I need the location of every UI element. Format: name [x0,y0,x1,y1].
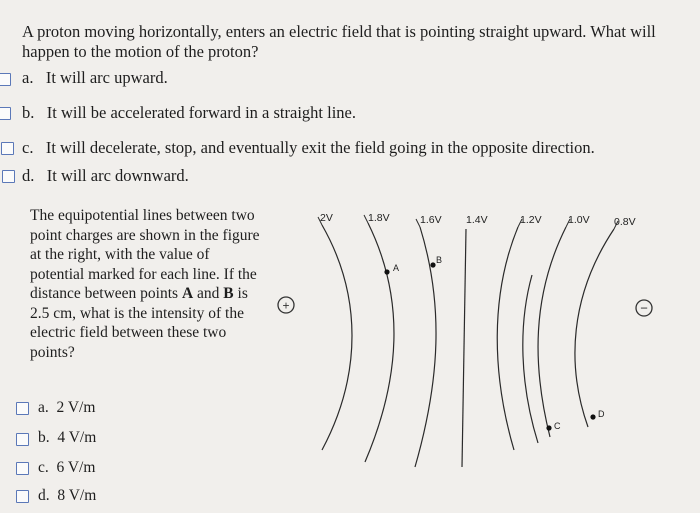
option-letter: b. [22,103,35,122]
svg-text:B: B [436,255,443,265]
label-1-6v: 1.6V [420,214,442,226]
option-text: It will arc upward. [45,68,168,87]
question-2-text: The equipotential lines between two point charges are shown in the figure at the right, with the value of potential marked for each line. If the distance between points A and B is 2.5 cm, what is the intensity of the electric field between these two points? [30,207,260,361]
label-1-8v: 1.8V [368,212,390,224]
point-a [384,263,399,275]
option-d-checkbox[interactable] [2,170,15,183]
line-1-2v-inner [523,275,538,443]
equipotential-figure [270,205,695,505]
q1-option-c[interactable] [22,138,595,158]
q1-option-d[interactable] [22,166,189,186]
svg-text:D: D [598,409,605,419]
q2-option-d[interactable]: d. 8 V/m [38,487,97,504]
line-1-2v [497,227,518,450]
point-a-ref: A [181,285,194,302]
option-text: It will arc downward. [46,166,189,185]
line-1-0v [538,227,566,437]
svg-text:−: − [640,300,648,316]
option-text: It will decelerate, stop, and eventually exit the field going in the opposite direction. [45,138,595,157]
label-1-2v: 1.2V [520,214,542,226]
positive-charge-icon [278,297,294,313]
svg-text:A: A [393,263,400,273]
q2-option-a-checkbox[interactable] [16,402,29,415]
point-b-ref: B [223,285,234,302]
option-a-checkbox[interactable] [0,73,11,86]
label-0-8v: 0.8V [614,216,636,228]
q2-option-c[interactable]: c. 6 V/m [38,459,96,476]
svg-text:C: C [554,421,561,431]
question-1-text: A proton moving horizontally, enters an electric field that is pointing straight upward. What will happen to the motion of the proton? [22,22,656,61]
option-b-checkbox[interactable] [0,107,11,120]
option-c-checkbox[interactable] [1,142,14,155]
line-2v [322,225,352,450]
option-text: It will be accelerated forward in a straight line. [46,103,356,122]
label-1-0v: 1.0V [568,214,590,226]
option-letter: d. [22,166,35,185]
point-b [430,255,442,268]
point-d [590,409,605,420]
svg-text:+: + [282,298,290,313]
q2-option-b-checkbox[interactable] [16,433,29,446]
q1-option-b[interactable] [22,103,356,123]
label-1-4v: 1.4V [466,214,488,226]
line-0-8v [575,229,614,427]
equipotential-lines [322,223,614,467]
point-c [546,421,561,431]
line-1-8v [365,223,394,462]
q1-option-a[interactable] [22,68,168,88]
option-letter: c. [22,138,34,157]
q2-option-d-checkbox[interactable] [16,490,29,503]
negative-charge-icon [636,300,652,316]
label-2v: 2V [320,212,333,224]
q2-option-b[interactable]: b. 4 V/m [38,429,97,446]
line-1-4v [462,229,466,467]
option-letter: a. [22,68,34,87]
q2-option-c-checkbox[interactable] [16,462,29,475]
q2-option-a[interactable]: a. 2 V/m [38,399,96,416]
